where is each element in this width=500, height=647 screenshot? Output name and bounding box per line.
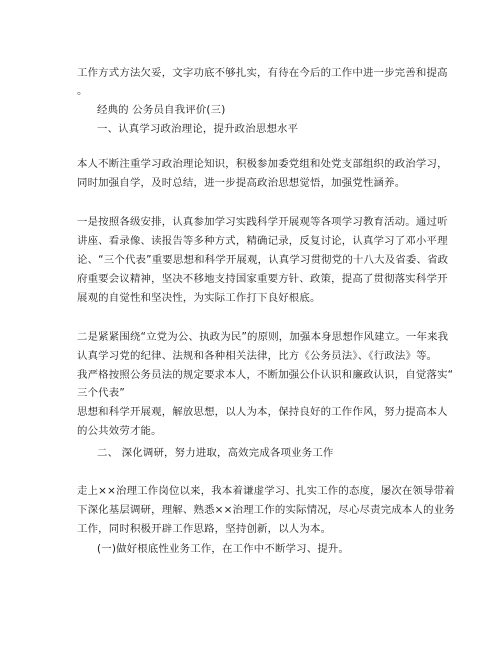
text-line: 讲座、看录像、读报告等多种方式，精确记录，反复讨论，认真学习了邓小平理 [77, 235, 448, 247]
text-line: 下深化基层调研，理解、熟悉××治理工作的实际情况，尽心尽责完成本人的业务 [77, 504, 455, 516]
text-line: 二是紧紧围绕“立党为公、执政为民”的原则，加强本身思想作风建立。一年来我 [77, 331, 449, 343]
text-line: 展观的自觉性和坚决性，为实际工作打下良好根底。 [77, 292, 321, 304]
text-line: 认真学习党的纪律、法规和各种相关法律，比方《公务员法》、《行政法》等。 [77, 350, 438, 362]
text-line: 的公共效劳才能。 [77, 425, 162, 437]
text-line: 工作方式方法欠妥，文字功底不够扎实，有待在今后的工作中进一步完善和提高 [77, 67, 448, 79]
text-line: 走上××治理工作岗位以来，我本着谦虚学习、扎实工作的态度，屡次在领导带着 [77, 485, 455, 497]
heading-1: 一、认真学习政治理论，提升政治思想水平 [97, 123, 299, 135]
section-title: 经典的 公务员自我评价(三) [97, 104, 226, 116]
text-line: 。 [77, 85, 88, 97]
text-line: 本人不断注重学习政治理论知识，积极参加委党组和处党支部组织的政治学习， [77, 158, 448, 170]
text-line: 府重要会议精神，坚决不移地支持国家重要方针、政策，提高了贯彻落实科学开 [77, 273, 448, 285]
heading-2: 二、 深化调研，努力进取，高效完成各项业务工作 [97, 447, 334, 459]
text-line: 思想和科学开展观，解放思想，以人为本，保持良好的工作作风，努力提高本人 [77, 406, 448, 418]
text-line: 工作，同时积极开辟工作思路，坚持创新，以人为本。 [77, 523, 332, 535]
text-line: 论、“三个代表”重要思想和科学开展观，认真学习贯彻党的十八大及省委、省政 [77, 254, 449, 266]
text-line: 我严格按照公务员法的规定要求本人，不断加强公仆认识和廉政认识，自觉落实“ [77, 369, 454, 381]
text-line: 一是按照各级安排，认真参加学习实践科学开展观等各项学习教育活动。通过听 [77, 216, 448, 228]
text-line: 三个代表” [77, 387, 125, 399]
subheading: (一)做好根底性业务工作，在工作中不断学习、提升。 [97, 543, 350, 555]
text-line: 同时加强自学，及时总结，进一步提高政治思想觉悟，加强党性涵养。 [77, 177, 406, 189]
